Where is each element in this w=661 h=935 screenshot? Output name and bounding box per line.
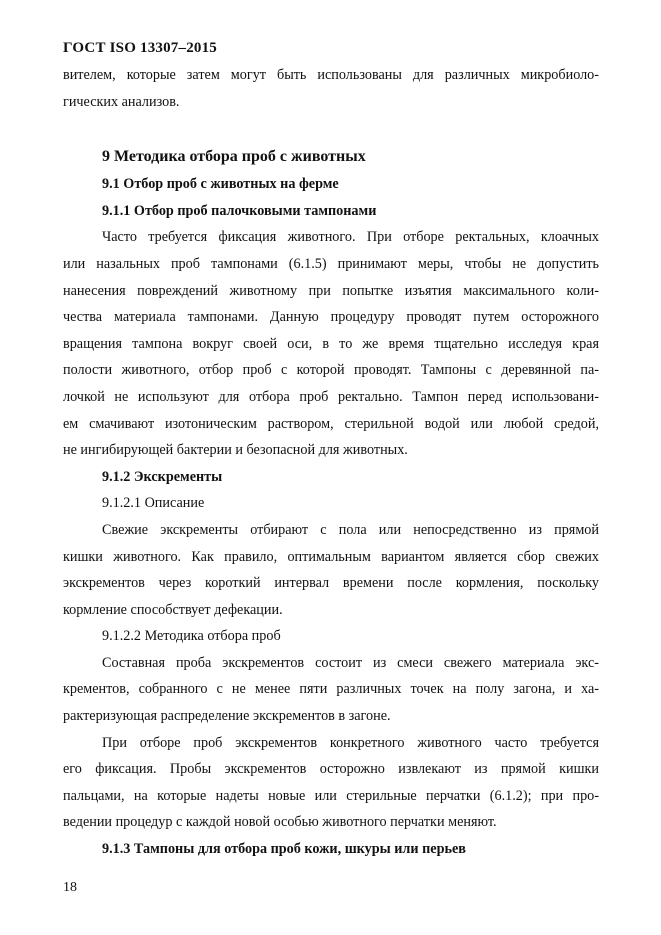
section-9-1-3-heading: 9.1.3 Тампоны для отбора проб кожи, шкуры или перьев xyxy=(102,841,466,858)
section-9-1-2-1-line: Свежие экскременты отбирают с пола или непосредственно из прямой xyxy=(102,521,599,538)
intro-line-2: гических анализов. xyxy=(63,93,180,110)
document-header: ГОСТ ISO 13307–2015 xyxy=(63,40,218,56)
section-9-1-2-2-para1-line: рактеризующая распределение экскрементов в загоне. xyxy=(63,708,391,725)
section-9-1-1-heading: 9.1.1 Отбор проб палочковыми тампонами xyxy=(102,202,377,219)
section-9-1-2-2-para1-line: Составная проба экскрементов состоит из смеси свежего материала экс- xyxy=(102,654,599,671)
section-9-1-1-line: чества материала тампонами. Данную процедуру проводят путем осторожного xyxy=(63,309,599,326)
section-9-1-2-2-para2-line: ведении процедур с каждой новой особью животного перчатки меняют. xyxy=(63,814,497,831)
section-9-1-1-line: полости животного, отбор проб с которой проводят. Тампоны с деревянной па- xyxy=(63,362,599,379)
intro-line-1: вителем, которые затем могут быть использованы для различных микробиоло- xyxy=(63,67,599,83)
section-9-1-2-2-para2-line: его фиксация. Пробы экскрементов осторожно извлекают из прямой кишки xyxy=(63,761,599,778)
section-9-1-heading: 9.1 Отбор проб с животных на ферме xyxy=(102,176,339,193)
section-9-1-1-line: Часто требуется фиксация животного. При отборе ректальных, клоачных xyxy=(102,229,599,246)
section-9-1-2-heading: 9.1.2 Экскременты xyxy=(102,468,223,485)
section-9-1-2-2-heading: 9.1.2.2 Методика отбора проб xyxy=(102,628,281,645)
section-9-1-2-1-line: кишки животного. Как правило, оптимальным вариантом является сбор свежих xyxy=(63,548,599,565)
section-9-1-2-1-heading: 9.1.2.1 Описание xyxy=(102,495,205,512)
section-9-1-2-2-para2-line: пальцами, на которые надеты новые или стерильные перчатки (6.1.2); при про- xyxy=(63,787,599,804)
document-body xyxy=(63,62,599,863)
page-number: 18 xyxy=(63,880,77,895)
section-9-1-2-1-line: кормление способствует дефекации. xyxy=(63,601,283,618)
section-9-1-1-line: нанесения повреждений животному при попытке изъятия максимального коли- xyxy=(63,282,599,299)
section-9-1-2-2-para2-line: При отборе проб экскрементов конкретного животного часто требуется xyxy=(102,734,599,751)
section-9-1-1-line: ем смачивают изотоническим раствором, стерильной водой или любой средой, xyxy=(63,415,599,432)
section-9-1-2-1-line: экскрементов через короткий интервал времени после кормления, поскольку xyxy=(63,575,599,592)
section-9-1-1-line: или назальных проб тампонами (6.1.5) принимают меры, чтобы не допустить xyxy=(63,255,599,272)
section-9-1-1-line: вращения тампона вокруг своей оси, в то же время тщательно исследуя края xyxy=(63,335,599,352)
section-9-1-1-line: не ингибирующей бактерии и безопасной для животных. xyxy=(63,442,408,459)
section-9-1-2-2-para1-line: крементов, собранного с не менее пяти различных точек на полу загона, и ха- xyxy=(63,681,599,698)
section-9-1-1-line: лочкой не используют для отбора проб ректально. Тампон перед использовани- xyxy=(63,388,599,405)
section-9-heading: 9 Методика отбора проб с животных xyxy=(102,148,366,166)
